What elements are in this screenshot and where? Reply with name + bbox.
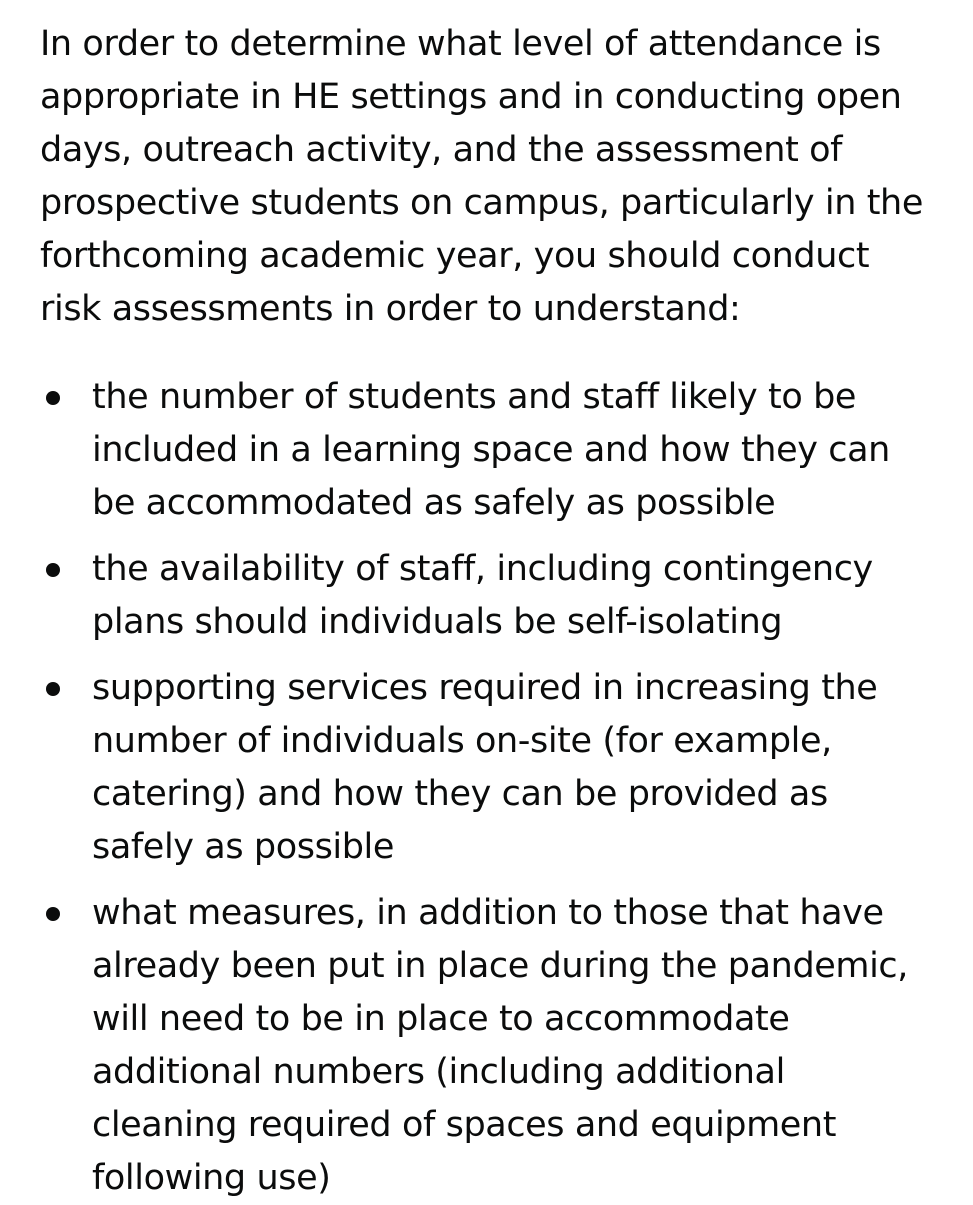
bullet-icon [46, 682, 60, 696]
list-item [40, 887, 933, 1205]
bullet-icon [46, 907, 60, 921]
list-item-text: supporting services required in increasing the number of individuals on-site (for example, catering) and how they can be provided as safely as possible [92, 668, 878, 867]
list-item-text: what measures, in addition to those that have already been put in place during the pandemic, will need to be in place to accommodate additional numbers (including additional cleaning required of spaces and equipment following use) [92, 893, 908, 1198]
list-item [40, 543, 933, 649]
bullet-icon [46, 563, 60, 577]
list-item-text: the number of students and staff likely to be included in a learning space and how they can be accommodated as safely as possible [92, 377, 890, 523]
list-item [40, 662, 933, 874]
list-item-text: the availability of staff, including contingency plans should individuals be self-isolating [92, 549, 873, 642]
risk-assessment-list [40, 371, 933, 1205]
bullet-icon [46, 391, 60, 405]
intro-paragraph: In order to determine what level of attendance is appropriate in HE settings and in conducting open days, outreach activity, and the assessment of prospective students on campus, particularly in the forthcoming academic year, you should conduct risk assessments in order to understand: [40, 24, 923, 329]
list-item [40, 371, 933, 530]
